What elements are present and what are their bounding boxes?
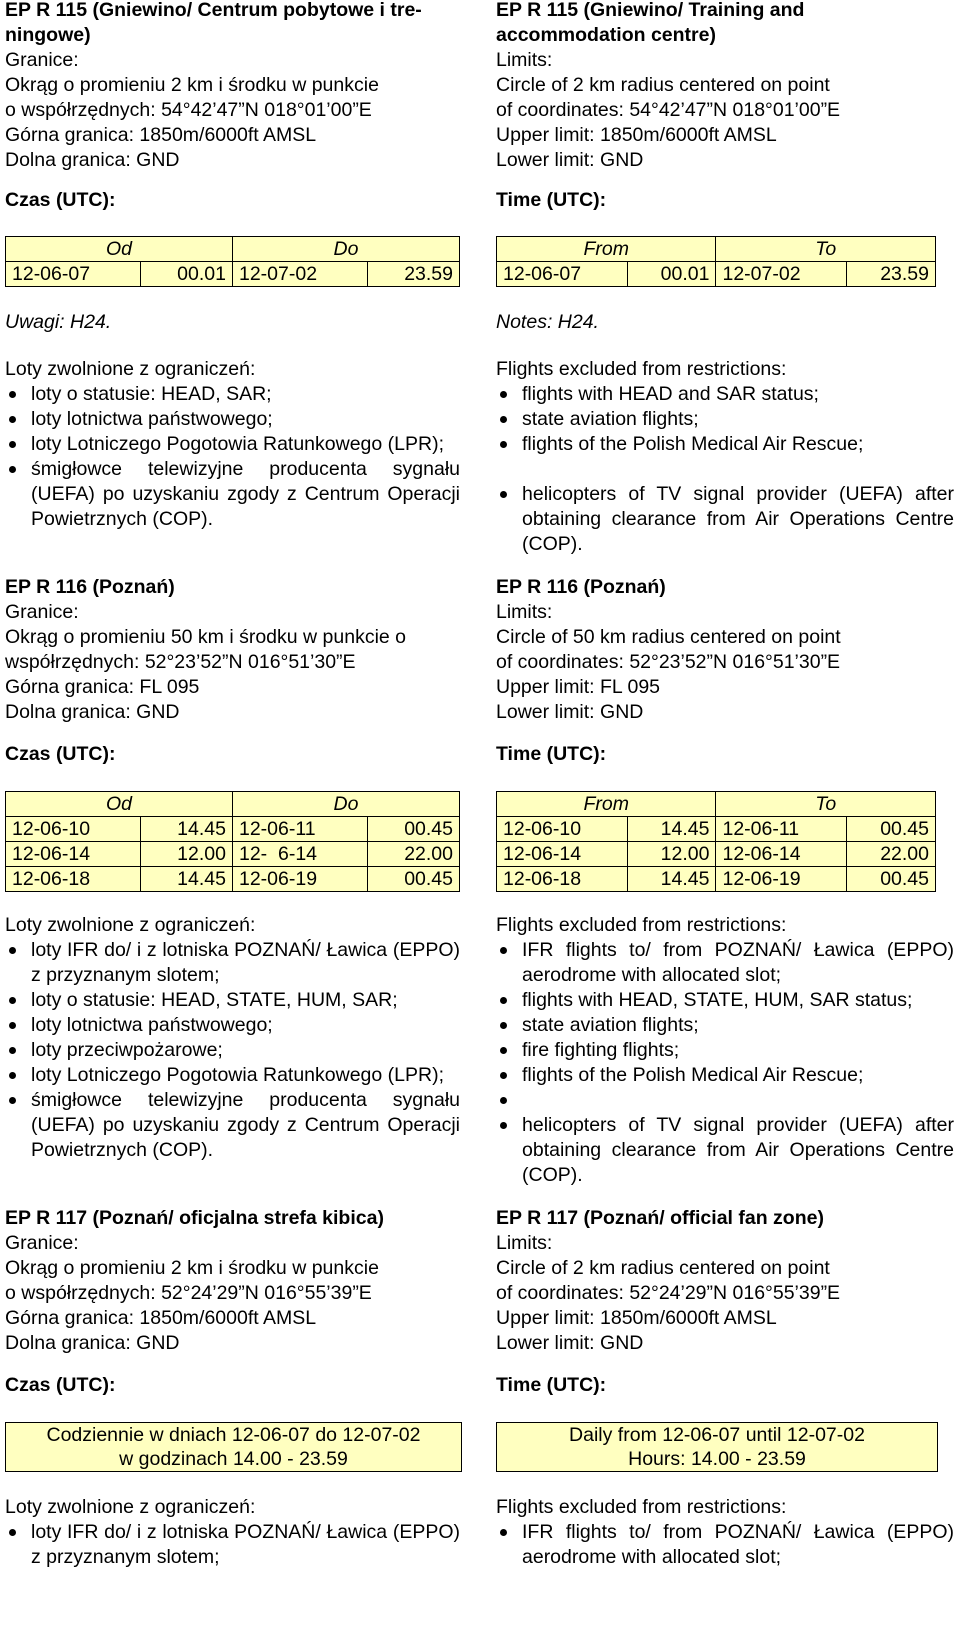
- table-cell: 12-06-11: [716, 817, 847, 842]
- list-item: flights of the Polish Medical Air Rescue;: [496, 1063, 954, 1088]
- list-item: helicopters of TV signal provider (UEFA) after obtaining clearance from Air Operations Centre (COP).: [496, 1113, 954, 1188]
- r115-notes: Notes: H24.: [496, 311, 599, 333]
- r117-schedule-box: [496, 1422, 938, 1472]
- table-header-to: Do: [232, 792, 459, 817]
- r116-excluded-label: Loty zwolnione z ograniczeń:: [5, 914, 256, 936]
- list-item: state aviation flights;: [496, 1013, 954, 1038]
- r117-upper-limit: Górna granica: 1850m/6000ft AMSL: [5, 1307, 317, 1329]
- table-cell: 00.45: [847, 867, 936, 892]
- table-header-from: Od: [6, 237, 233, 262]
- r115-lower-limit: Lower limit: GND: [496, 149, 644, 171]
- table-cell: 00.01: [627, 262, 716, 287]
- r117-circle-line1: Okrąg o promieniu 2 km i środku w punkcie: [5, 1257, 379, 1279]
- r117-title: EP R 117 (Poznań/ official fan zone): [496, 1207, 824, 1229]
- r115-circle-line1: Okrąg o promieniu 2 km i środku w punkcie: [5, 74, 379, 96]
- list-item: flights with HEAD, STATE, HUM, SAR status;: [496, 988, 954, 1013]
- list-item: [496, 1088, 954, 1113]
- r115-lower-limit: Dolna granica: GND: [5, 149, 180, 171]
- r117-lower-limit: Dolna granica: GND: [5, 1332, 180, 1354]
- r117-circle-line2: of coordinates: 52°24’29”N 016°55’39”E: [496, 1282, 841, 1304]
- table-cell: 00.45: [847, 817, 936, 842]
- r117-time-label: Time (UTC):: [496, 1374, 607, 1396]
- list-item: loty o statusie: HEAD, STATE, HUM, SAR;: [5, 988, 460, 1013]
- r116-header-en: [496, 575, 958, 725]
- table-cell: 12-06-14: [6, 842, 141, 867]
- list-item: flights with HEAD and SAR status;: [496, 382, 954, 407]
- table-header-to: To: [716, 792, 936, 817]
- table-cell: 00.01: [141, 262, 233, 287]
- r115-time-label: Czas (UTC):: [5, 189, 116, 211]
- r115-time-table: [496, 236, 936, 287]
- table-cell: 12-06-11: [232, 817, 367, 842]
- r116-circle-line2: of coordinates: 52°23’52”N 016°51’30”E: [496, 651, 841, 673]
- table-cell: 12-06-10: [497, 817, 628, 842]
- r117-title: EP R 117 (Poznań/ oficjalna strefa kibica): [5, 1207, 384, 1229]
- r117-limits-label: Granice:: [5, 1232, 79, 1254]
- table-row: [497, 867, 936, 892]
- table-row: [6, 817, 460, 842]
- r116-limits-label: Limits:: [496, 601, 553, 623]
- table-row: [6, 262, 460, 287]
- table-cell: 12-06-19: [716, 867, 847, 892]
- list-item: śmigłowce telewizyjne producenta sygnału (UEFA) po uzyskaniu zgody z Centrum Operacji Powietrznych (COP).: [5, 1088, 460, 1163]
- list-item: flights of the Polish Medical Air Rescue;: [496, 432, 954, 457]
- table-cell: 12-06-14: [716, 842, 847, 867]
- r115-limits-label: Granice:: [5, 49, 79, 71]
- table-cell: 12.00: [141, 842, 233, 867]
- r115-title-line1: EP R 115 (Gniewino/ Centrum pobytowe i tre-: [5, 0, 422, 21]
- r115-excluded-list: [5, 382, 460, 532]
- table-cell: 14.45: [141, 867, 233, 892]
- r115-excluded-label: Flights excluded from restrictions:: [496, 358, 787, 380]
- table-row: [6, 842, 460, 867]
- table-row: [497, 262, 936, 287]
- list-item: loty IFR do/ i z lotniska POZNAŃ/ Ławica (EPPO) z przyznanym slotem;: [5, 1520, 460, 1570]
- r116-excluded-label: Flights excluded from restrictions:: [496, 914, 787, 936]
- r117-time-label: Czas (UTC):: [5, 1374, 116, 1396]
- r116-upper-limit: Górna granica: FL 095: [5, 676, 200, 698]
- r117-excluded-list: [5, 1520, 460, 1570]
- r117-schedule-line2: w godzinach 14.00 - 23.59: [119, 1448, 348, 1470]
- table-header-to: Do: [232, 237, 459, 262]
- list-item: fire fighting flights;: [496, 1038, 954, 1063]
- list-item: helicopters of TV signal provider (UEFA) after obtaining clearance from Air Operations Centre (COP).: [496, 482, 954, 557]
- r116-time-table: [496, 791, 936, 892]
- table-cell: 14.45: [141, 817, 233, 842]
- table-cell: 22.00: [368, 842, 460, 867]
- list-item: loty IFR do/ i z lotniska POZNAŃ/ Ławica (EPPO) z przyznanym slotem;: [5, 938, 460, 988]
- r115-time-table: [5, 236, 460, 287]
- r117-excluded-label: Loty zwolnione z ograniczeń:: [5, 1496, 256, 1518]
- r116-limits-label: Granice:: [5, 601, 79, 623]
- r115-upper-limit: Upper limit: 1850m/6000ft AMSL: [496, 124, 777, 146]
- table-cell: 12-06-07: [6, 262, 141, 287]
- list-item: IFR flights to/ from POZNAŃ/ Ławica (EPPO) aerodrome with allocated slot;: [496, 1520, 954, 1570]
- list-item: loty Lotniczego Pogotowia Ratunkowego (LPR);: [5, 432, 460, 457]
- table-header-from: Od: [6, 792, 233, 817]
- r116-excluded-list: [496, 938, 954, 1188]
- table-row: [497, 842, 936, 867]
- r115-excluded-label: Loty zwolnione z ograniczeń:: [5, 358, 256, 380]
- r117-schedule-line2: Hours: 14.00 - 23.59: [628, 1448, 806, 1470]
- list-item: loty Lotniczego Pogotowia Ratunkowego (LPR);: [5, 1063, 460, 1088]
- list-item: śmigłowce telewizyjne producenta sygnału (UEFA) po uzyskaniu zgody z Centrum Operacji Powietrznych (COP).: [5, 457, 460, 532]
- table-cell: 12-06-19: [232, 867, 367, 892]
- r117-circle-line2: o współrzędnych: 52°24’29”N 016°55’39”E: [5, 1282, 372, 1304]
- list-item: loty o statusie: HEAD, SAR;: [5, 382, 460, 407]
- r115-circle-line1: Circle of 2 km radius centered on point: [496, 74, 830, 96]
- r117-schedule-line1: Daily from 12-06-07 until 12-07-02: [569, 1424, 865, 1446]
- table-cell: 12-06-07: [497, 262, 628, 287]
- r116-lower-limit: Lower limit: GND: [496, 701, 644, 723]
- r116-title: EP R 116 (Poznań): [496, 576, 666, 598]
- r116-time-label: Time (UTC):: [496, 743, 607, 765]
- table-cell: 14.45: [627, 867, 716, 892]
- r117-header-pl: [5, 1206, 467, 1356]
- table-cell: 22.00: [847, 842, 936, 867]
- r115-limits-label: Limits:: [496, 49, 553, 71]
- r117-circle-line1: Circle of 2 km radius centered on point: [496, 1257, 830, 1279]
- r117-upper-limit: Upper limit: 1850m/6000ft AMSL: [496, 1307, 777, 1329]
- list-item: IFR flights to/ from POZNAŃ/ Ławica (EPPO) aerodrome with allocated slot;: [496, 938, 954, 988]
- table-cell: 12-06-18: [6, 867, 141, 892]
- r115-title-line2: accommodation centre): [496, 24, 716, 46]
- r117-limits-label: Limits:: [496, 1232, 553, 1254]
- table-cell: 12-06-18: [497, 867, 628, 892]
- r115-header-en: [496, 0, 958, 173]
- r115-title-line2: ningowe): [5, 24, 91, 46]
- table-row: [6, 867, 460, 892]
- r116-header-pl: [5, 575, 467, 725]
- r115-header-pl: [5, 0, 467, 173]
- r117-schedule-line1: Codziennie w dniach 12-06-07 do 12-07-02: [46, 1424, 421, 1446]
- r117-excluded-list: [496, 1520, 954, 1570]
- r116-lower-limit: Dolna granica: GND: [5, 701, 180, 723]
- list-item: loty przeciwpożarowe;: [5, 1038, 460, 1063]
- r116-circle-line2: współrzędnych: 52°23’52”N 016°51’30”E: [5, 651, 356, 673]
- r115-circle-line2: o współrzędnych: 54°42’47”N 018°01’00”E: [5, 99, 372, 121]
- r116-circle-line1: Circle of 50 km radius centered on point: [496, 626, 841, 648]
- r116-time-label: Czas (UTC):: [5, 743, 116, 765]
- r117-excluded-label: Flights excluded from restrictions:: [496, 1496, 787, 1518]
- table-cell: 00.45: [368, 817, 460, 842]
- table-cell: 12-07-02: [232, 262, 367, 287]
- r117-header-en: [496, 1206, 958, 1356]
- table-row: [497, 817, 936, 842]
- table-cell: 12.00: [627, 842, 716, 867]
- table-cell: 12-06-14: [497, 842, 628, 867]
- table-cell: 23.59: [368, 262, 460, 287]
- list-item: loty lotnictwa państwowego;: [5, 1013, 460, 1038]
- r116-upper-limit: Upper limit: FL 095: [496, 676, 661, 698]
- table-header-from: From: [497, 237, 716, 262]
- table-cell: 12-06-10: [6, 817, 141, 842]
- r116-time-table: [5, 791, 460, 892]
- r116-title: EP R 116 (Poznań): [5, 576, 175, 598]
- r115-upper-limit: Górna granica: 1850m/6000ft AMSL: [5, 124, 317, 146]
- table-cell: 23.59: [847, 262, 936, 287]
- table-cell: 00.45: [368, 867, 460, 892]
- r115-title-line1: EP R 115 (Gniewino/ Training and: [496, 0, 805, 21]
- list-item: state aviation flights;: [496, 407, 954, 432]
- r117-lower-limit: Lower limit: GND: [496, 1332, 644, 1354]
- table-header-to: To: [716, 237, 936, 262]
- table-header-from: From: [497, 792, 716, 817]
- r115-excluded-list: [496, 382, 954, 557]
- r116-excluded-list: [5, 938, 460, 1163]
- table-cell: 14.45: [627, 817, 716, 842]
- r117-schedule-box: [5, 1422, 462, 1472]
- r115-notes: Uwagi: H24.: [5, 311, 112, 333]
- table-cell: 12- 6-14: [232, 842, 367, 867]
- list-item: loty lotnictwa państwowego;: [5, 407, 460, 432]
- r115-time-label: Time (UTC):: [496, 189, 607, 211]
- table-cell: 12-07-02: [716, 262, 847, 287]
- r116-circle-line1: Okrąg o promieniu 50 km i środku w punkcie o: [5, 626, 407, 648]
- r115-circle-line2: of coordinates: 54°42’47”N 018°01’00”E: [496, 99, 841, 121]
